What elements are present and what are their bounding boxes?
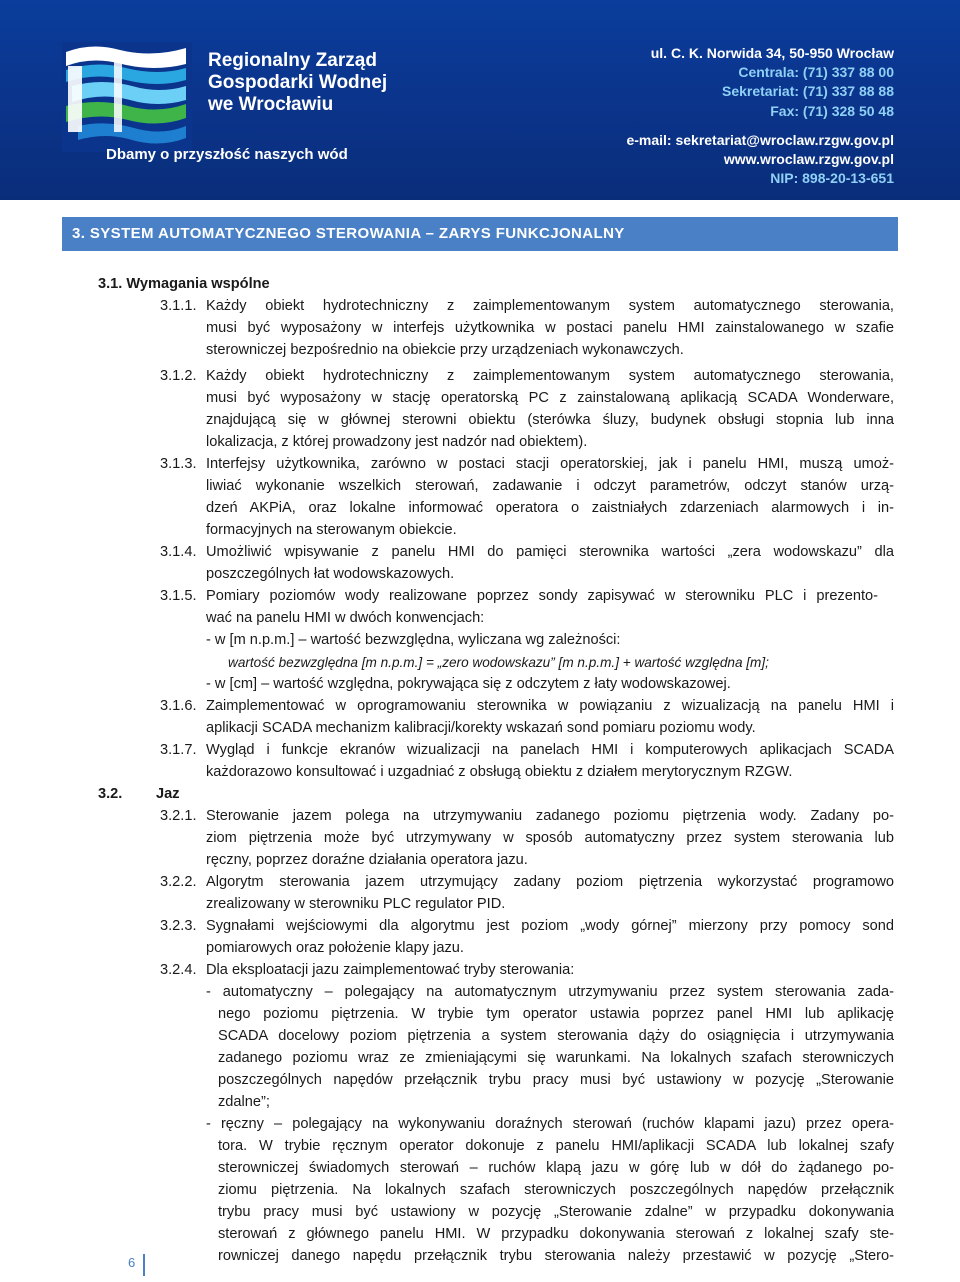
subsection-heading: Jaz	[156, 786, 180, 802]
page-number-rule	[143, 1254, 145, 1276]
body-line: musi być wyposażony w stację operatorską PC z zainstalowaną aplikacją SCADA Wonderware,	[206, 390, 894, 406]
org-name-line-2: Gospodarki Wodnej	[208, 72, 388, 93]
section-title: 3. SYSTEM AUTOMATYCZNEGO STEROWANIA – ZARYS FUNKCJONALNY	[62, 217, 898, 251]
tagline: Dbamy o przyszłość naszych wód	[106, 146, 348, 163]
list-item: - w [cm] – wartość względna, pokrywająca się z odczytem z łaty wodowskazowej.	[206, 676, 731, 692]
body-line: liwiać wykonanie wszelkich sterowań, zadawanie i odczyt parametrów, odczyt stanów urzą-	[206, 478, 894, 494]
body-line: tora. W trybie ręcznym operator dokonuje z panelu HMI/aplikacji SCADA lub lokalnej szafy	[218, 1138, 894, 1154]
body-line: poszczególnych łat wodowskazowych.	[206, 566, 455, 582]
body-line: Dla eksploatacji jazu zaimplementować tryby sterowania:	[206, 962, 575, 978]
item-number: 3.2.2.	[160, 874, 197, 890]
item-number: 3.1.7.	[160, 742, 197, 758]
body-line: ziomu piętrzenia. Na lokalnych szafach sterowniczych poszczególnych napędów przełącznik	[218, 1182, 894, 1198]
letterhead	[0, 0, 960, 200]
phone-secretariat: Sekretariat: (71) 337 88 88	[722, 83, 894, 100]
subsection-heading: 3.1. Wymagania wspólne	[98, 276, 270, 292]
org-name-line-3: we Wrocławiu	[208, 94, 334, 115]
item-number: 3.1.3.	[160, 456, 197, 472]
body-line: wać na panelu HMI w dwóch konwencjach:	[206, 610, 485, 626]
body-line: Sygnałami wejściowymi dla algorytmu jest poziom „wody górnej” mierzony przy pomocy sond	[206, 918, 894, 934]
list-item: - ręczny – polegający na wykonywaniu doraźnych sterowań (ruchów klapami jazu) przez opera-	[206, 1116, 894, 1132]
body-line: dzeń AKPiA, oraz lokalne informować operatora o zaistniałych zdarzeniach alarmowych i in-	[206, 500, 894, 516]
body-line: każdorazowo konsultować i uzgadniać z obsługą obiektu z działem merytorycznym RZGW.	[206, 764, 793, 780]
body-line: formacyjnych na sterowanym obiekcie.	[206, 522, 457, 538]
item-number: 3.2.3.	[160, 918, 197, 934]
body-line: sterowniczej świadomych sterowań – ruchów klapą jazu w górę lub w dół do żądanego po-	[218, 1160, 894, 1176]
website: www.wroclaw.rzgw.gov.pl	[723, 151, 894, 168]
address: ul. C. K. Norwida 34, 50-950 Wrocław	[650, 45, 894, 61]
nip-number: NIP: 898-20-13-651	[770, 170, 894, 187]
body-line: SCADA docelowy poziom piętrzenia a system sterowania dąży do osiągnięcia i utrzymywania	[218, 1028, 894, 1044]
fax-number: Fax: (71) 328 50 48	[770, 102, 894, 119]
body-line: zadanego poziomu wraz ze zmieniającymi się warunkami. Na lokalnych szafach sterowniczych	[218, 1050, 894, 1066]
body-line: musi być wyposażony w interfejs użytkownika w postaci panelu HMI zainstalowanego w szafie	[206, 320, 894, 336]
body-line: nego poziomu piętrzenia. W trybie tym operator ustawia poprzez panel HMI lub aplikację	[218, 1006, 894, 1022]
body-line: Wygląd i funkcje ekranów wizualizacji na panelach HMI i komputerowych aplikacjach SCADA	[206, 742, 894, 758]
list-item: - w [m n.p.m.] – wartość bezwzględna, wyliczana wg zależności:	[206, 632, 621, 648]
body-line: ręczny, poprzez doraźne działania operatora jazu.	[206, 852, 528, 868]
body-line: poszczególnych napędów przełącznik trybu pracy musi być ustawiony w pozycję „Sterowanie	[218, 1072, 894, 1088]
body-line: trybu pracy musi być ustawiony w pozycję „Sterowanie zdalne” w przypadku dokonywania	[218, 1204, 894, 1220]
body-line: ziom piętrzenia może być utrzymywany w sposób automatyczny przez system sterowania lub	[206, 830, 894, 846]
body-line: Każdy obiekt hydrotechniczny z zaimplementowanym system automatycznego sterowania,	[206, 298, 894, 314]
rzgw-logo-icon	[62, 42, 192, 152]
body-line: Każdy obiekt hydrotechniczny z zaimplementowanym system automatycznego sterowania,	[206, 368, 894, 384]
item-number: 3.1.5.	[160, 588, 197, 604]
email: e-mail: sekretariat@wroclaw.rzgw.gov.pl	[626, 131, 894, 148]
list-item: - automatyczny – polegający na automatycznym utrzymywaniu przez system sterowania zada-	[206, 984, 894, 1000]
item-number: 3.2.4.	[160, 962, 197, 978]
body-line: lokalizacja, z której prowadzony jest nadzór nad obiektem).	[206, 434, 588, 450]
item-number: 3.2.1.	[160, 808, 197, 824]
body-line: aplikacji SCADA mechanizm kalibracji/korekty wskazań sond pomiaru poziomu wody.	[206, 720, 756, 736]
body-line: Zaimplementować w oprogramowaniu sterownika w powiązaniu z wizualizacją na panelu HMI i	[206, 698, 894, 714]
org-name-line-1: Regionalny Zarząd	[208, 50, 377, 71]
item-number: 3.1.1.	[160, 298, 197, 314]
body-line: rowniczej danego napędu przełącznik trybu sterowania należy przestawić w pozycję „Stero-	[218, 1248, 894, 1264]
item-number: 3.1.6.	[160, 698, 197, 714]
body-line: zrealizowany w sterowniku PLC regulator PID.	[206, 896, 506, 912]
body-line: sterowniczej bezpośrednio na obiekcie przy urządzeniach wykonawczych.	[206, 342, 684, 358]
contact-block	[626, 44, 894, 188]
body-line: zdalne”;	[218, 1094, 270, 1110]
body-line: Interfejsy użytkownika, zarówno w postaci stacji operatorskiej, jak i panelu HMI, muszą umoż-	[206, 456, 894, 472]
body-line: Sterowanie jazem polega na utrzymywaniu zadanego poziomu piętrzenia wody. Zadany po-	[206, 808, 894, 824]
item-number: 3.1.2.	[160, 368, 197, 384]
body-line: sterowań z głównego panelu HMI. W przypadku dokonywania sterowań z lokalnej szafy ste-	[218, 1226, 894, 1242]
body-line: pomiarowych oraz położenie klapy jazu.	[206, 940, 464, 956]
formula-line: wartość bezwzględna [m n.p.m.] = „zero wodowskazu” [m n.p.m.] + wartość względna [m];	[228, 655, 769, 670]
page-number: 6	[128, 1255, 136, 1270]
subsection-number: 3.2.	[98, 786, 123, 802]
body-line: znajdującą się w głównej sterowni obiektu (sterówka śluzy, budynek obsługi stopnia lub inna	[206, 412, 894, 428]
body-line: Algorytm sterowania jazem utrzymujący zadany poziom piętrzenia wykorzystać programowo	[206, 874, 894, 890]
item-number: 3.1.4.	[160, 544, 197, 560]
body-line: Umożliwić wpisywanie z panelu HMI do pamięci sterownika wartości „zera wodowskazu” dla	[206, 544, 894, 560]
organization-name	[208, 50, 387, 116]
phone-central: Centrala: (71) 337 88 00	[738, 64, 894, 81]
body-line: Pomiary poziomów wody realizowane poprzez sondy zapisywać w sterowniku PLC i prezento-	[206, 588, 878, 604]
